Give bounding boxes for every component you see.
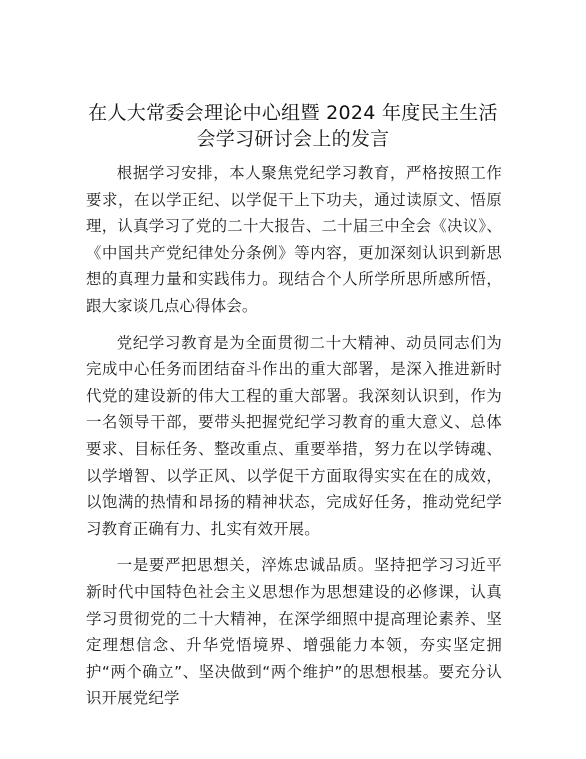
first-point-heading: 一是要严把思想关，淬炼忠诚品质。 — [116, 556, 374, 575]
document-title-line-1: 在人大常委会理论中心组暨 2024 年度民主生活 — [88, 102, 498, 124]
paragraph-first-point — [86, 552, 502, 712]
paragraph-significance: 党纪学习教育是为全面贯彻二十大精神、动员同志们为完成中心任务而团结奋斗作出的重大部署，是深入推进新时代党的建设新的伟大工程的重大部署。我深刻认识到，作为一名领导干部，要带头把握党纪学习教育的重大意义、总体要求、目标任务、整改重点、重要举措，努力在以学铸魂、以学增智、以学正风、以学促干方面取得实实在在的成效，以饱满的热情和昂扬的精神状态，完成好任务，推动党纪学习教育正确有力、扎实有效开展。 — [86, 333, 502, 538]
paragraph-intro: 根据学习安排，本人聚焦党纪学习教育，严格按照工作要求，在以学正纪、以学促干上下功夫，通过读原文、悟原理，认真学习了党的二十大报告、二十届三中全会《决议》、《中国共产党纪律处分条例》等内容，更加深刻认识到新思想的真理力量和实践伟力。现结合个人所学所思所感所悟，跟大家谈几点心得体会。 — [86, 164, 502, 315]
document-body — [86, 160, 502, 712]
first-point-text: 坚持把学习习近平新时代中国特色社会主义思想作为思想建设的必修课，认真学习贯彻党的二十大精神，在深学细照中提高理论素养、坚定理想信念、升华党悟境界、增强能力本领，夯实坚定拥护“两个确立”、坚决做到“两个维护”的思想根基。要充分认识开展党纪学 — [86, 556, 502, 708]
document-title-line-2: 会学习研讨会上的发言 — [196, 128, 390, 150]
